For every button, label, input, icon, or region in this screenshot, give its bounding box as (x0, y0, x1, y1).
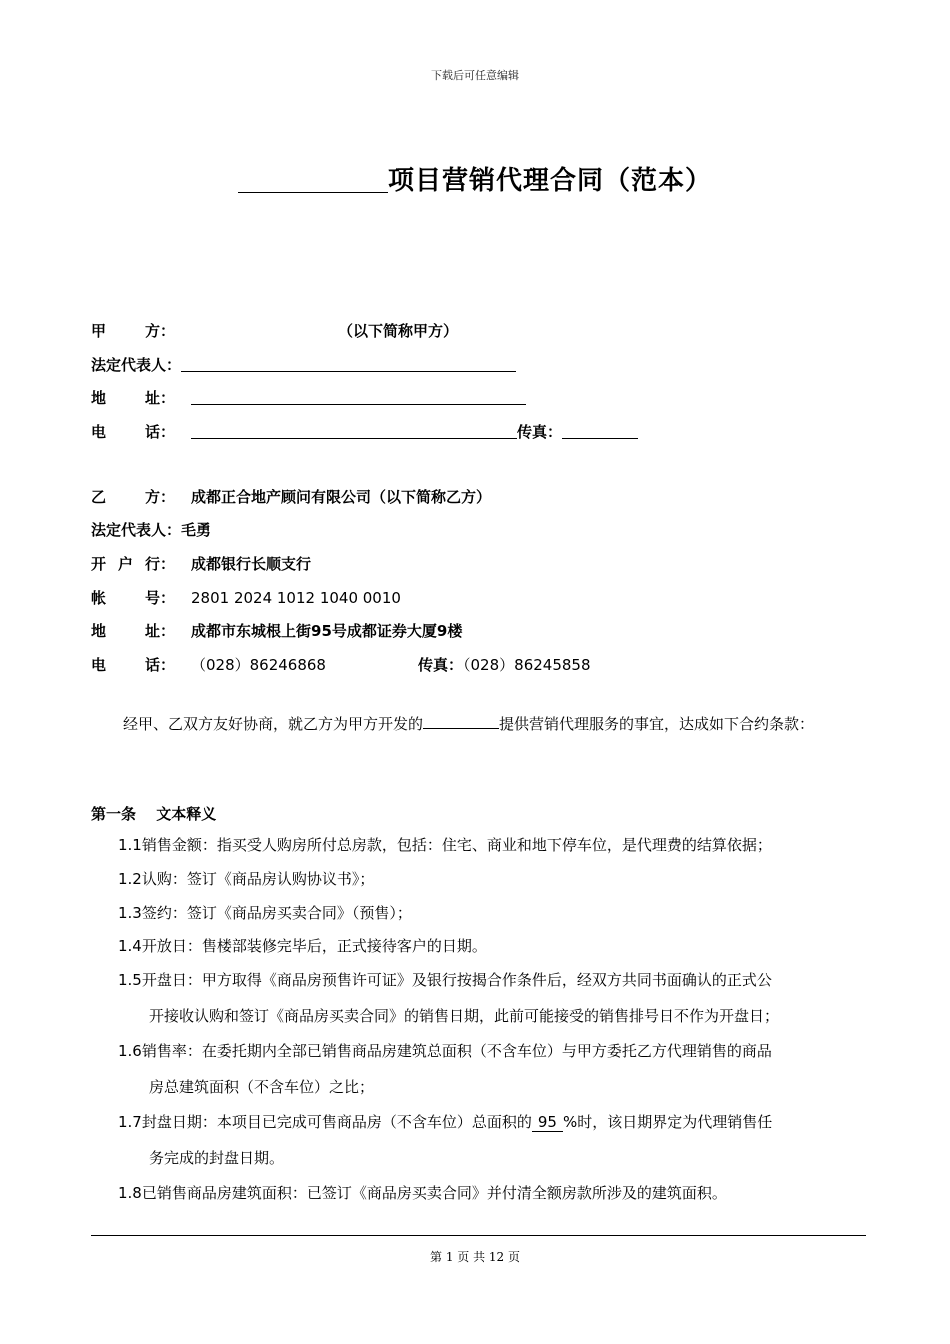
list-item (118, 861, 863, 897)
party-b-rep-row (91, 519, 211, 540)
project-blank (423, 714, 499, 729)
intro-after: 提供营销代理服务的事宜，达成如下合约条款： (499, 715, 815, 733)
party-b-label: 乙 方： (91, 488, 175, 506)
item-text-after: %时，该日期界定为代理销售任 (562, 1113, 773, 1131)
party-b-acct: 2801 2024 1012 1040 0010 (191, 589, 401, 607)
item-text: 销售率：在委托期内全部已销售商品房建筑总面积（不含车位）与甲方委托乙方代理销售的商品 (141, 1042, 772, 1060)
party-b-phone-label: 电 话： (91, 656, 175, 674)
party-a-rep-blank (181, 357, 516, 372)
party-a-note: （以下简称甲方） (338, 322, 459, 340)
list-item (118, 1175, 863, 1211)
party-b-rep: 毛勇 (181, 521, 212, 539)
item-text: 开放日：售楼部装修完毕后，正式接待客户的日期。 (141, 937, 487, 955)
item-text: 已销售商品房建筑面积：已签订《商品房买卖合同》并付清全额房款所涉及的建筑面积。 (141, 1184, 727, 1202)
party-a-phone-row (91, 421, 638, 442)
party-b-phone-row (91, 654, 591, 675)
section-1-title: 第一条 文本释义 (91, 805, 217, 823)
party-a-addr-row (91, 387, 526, 408)
item-number: 1.3 (118, 904, 142, 922)
item-number: 1.1 (118, 836, 142, 854)
party-b-fax: （028）86245858 (463, 656, 591, 674)
party-b-acct-row (91, 587, 401, 608)
party-a-rep-row (91, 354, 516, 375)
item-number: 1.8 (118, 1184, 142, 1202)
item-text: 开盘日：甲方取得《商品房预售许可证》及银行按揭合作条件后，经双方共同书面确认的正式公 (141, 971, 772, 989)
list-item (118, 928, 863, 964)
party-b-bank: 成都银行长顺支行 (191, 555, 312, 573)
party-b-addr-row (91, 620, 462, 641)
party-a-label: 甲 方： (91, 322, 175, 340)
item-text: 销售金额：指买受人购房所付总房款，包括：住宅、商业和地下停车位，是代理费的结算依据； (141, 836, 772, 854)
party-b-phone: （028）86246868 (191, 656, 326, 674)
item-text-cont: 房总建筑面积（不含车位）之比； (149, 1078, 375, 1096)
party-b-name: 成都正合地产顾问有限公司（以下简称乙方） (191, 488, 492, 506)
item-text: 封盘日期：本项目已完成可售商品房（不含车位）总面积的 (141, 1113, 532, 1131)
item-number: 1.6 (118, 1042, 142, 1060)
party-b-bank-label: 开 户 行： (91, 555, 175, 573)
item-number: 1.5 (118, 971, 142, 989)
project-name-blank (238, 166, 388, 193)
party-a-row (91, 320, 458, 341)
list-item (118, 895, 863, 931)
item-number: 1.4 (118, 937, 142, 955)
party-b-addr-label: 地 址： (91, 622, 175, 640)
list-item (118, 1104, 863, 1176)
list-item (118, 827, 863, 863)
party-b-fax-label: 传真： (418, 656, 464, 674)
percent-value: 95 (532, 1113, 563, 1132)
party-a-fax-blank (562, 424, 638, 439)
item-text-cont: 务完成的封盘日期。 (149, 1149, 285, 1167)
item-text: 签约：签订《商品房买卖合同》（预售）； (141, 904, 412, 922)
list-item (118, 962, 863, 1034)
page-number: 第 1 页 共 12 页 (430, 1250, 520, 1264)
item-text-cont: 开接收认购和签订《商品房买卖合同》的销售日期，此前可能接受的销售排号日不作为开盘日； (149, 1007, 780, 1025)
intro-paragraph (91, 710, 863, 739)
party-a-phone-blank (191, 424, 517, 439)
party-a-rep-label: 法定代表人： (91, 356, 182, 374)
footer-rule (91, 1235, 866, 1236)
contract-title (0, 160, 950, 197)
header-note: 下载后可任意编辑 (431, 69, 519, 82)
party-b-acct-label: 帐 号： (91, 589, 175, 607)
item-text: 认购：签订《商品房认购协议书》； (141, 870, 375, 888)
party-a-addr-label: 地 址： (91, 389, 175, 407)
intro-before: 经甲、乙双方友好协商，就乙方为甲方开发的 (123, 715, 424, 733)
item-number: 1.2 (118, 870, 142, 888)
party-a-addr-blank (191, 390, 526, 405)
party-b-row (91, 486, 491, 507)
party-b-addr: 成都市东城根上街95号成都证券大厦9楼 (191, 622, 463, 640)
item-number: 1.7 (118, 1113, 142, 1131)
party-b-bank-row (91, 553, 311, 574)
title-text: 项目营销代理合同（范本） (387, 166, 712, 196)
party-b-rep-label: 法定代表人： (91, 521, 182, 539)
party-a-phone-label: 电 话： (91, 423, 175, 441)
party-a-fax-label: 传真： (517, 423, 563, 441)
list-item (118, 1033, 863, 1105)
